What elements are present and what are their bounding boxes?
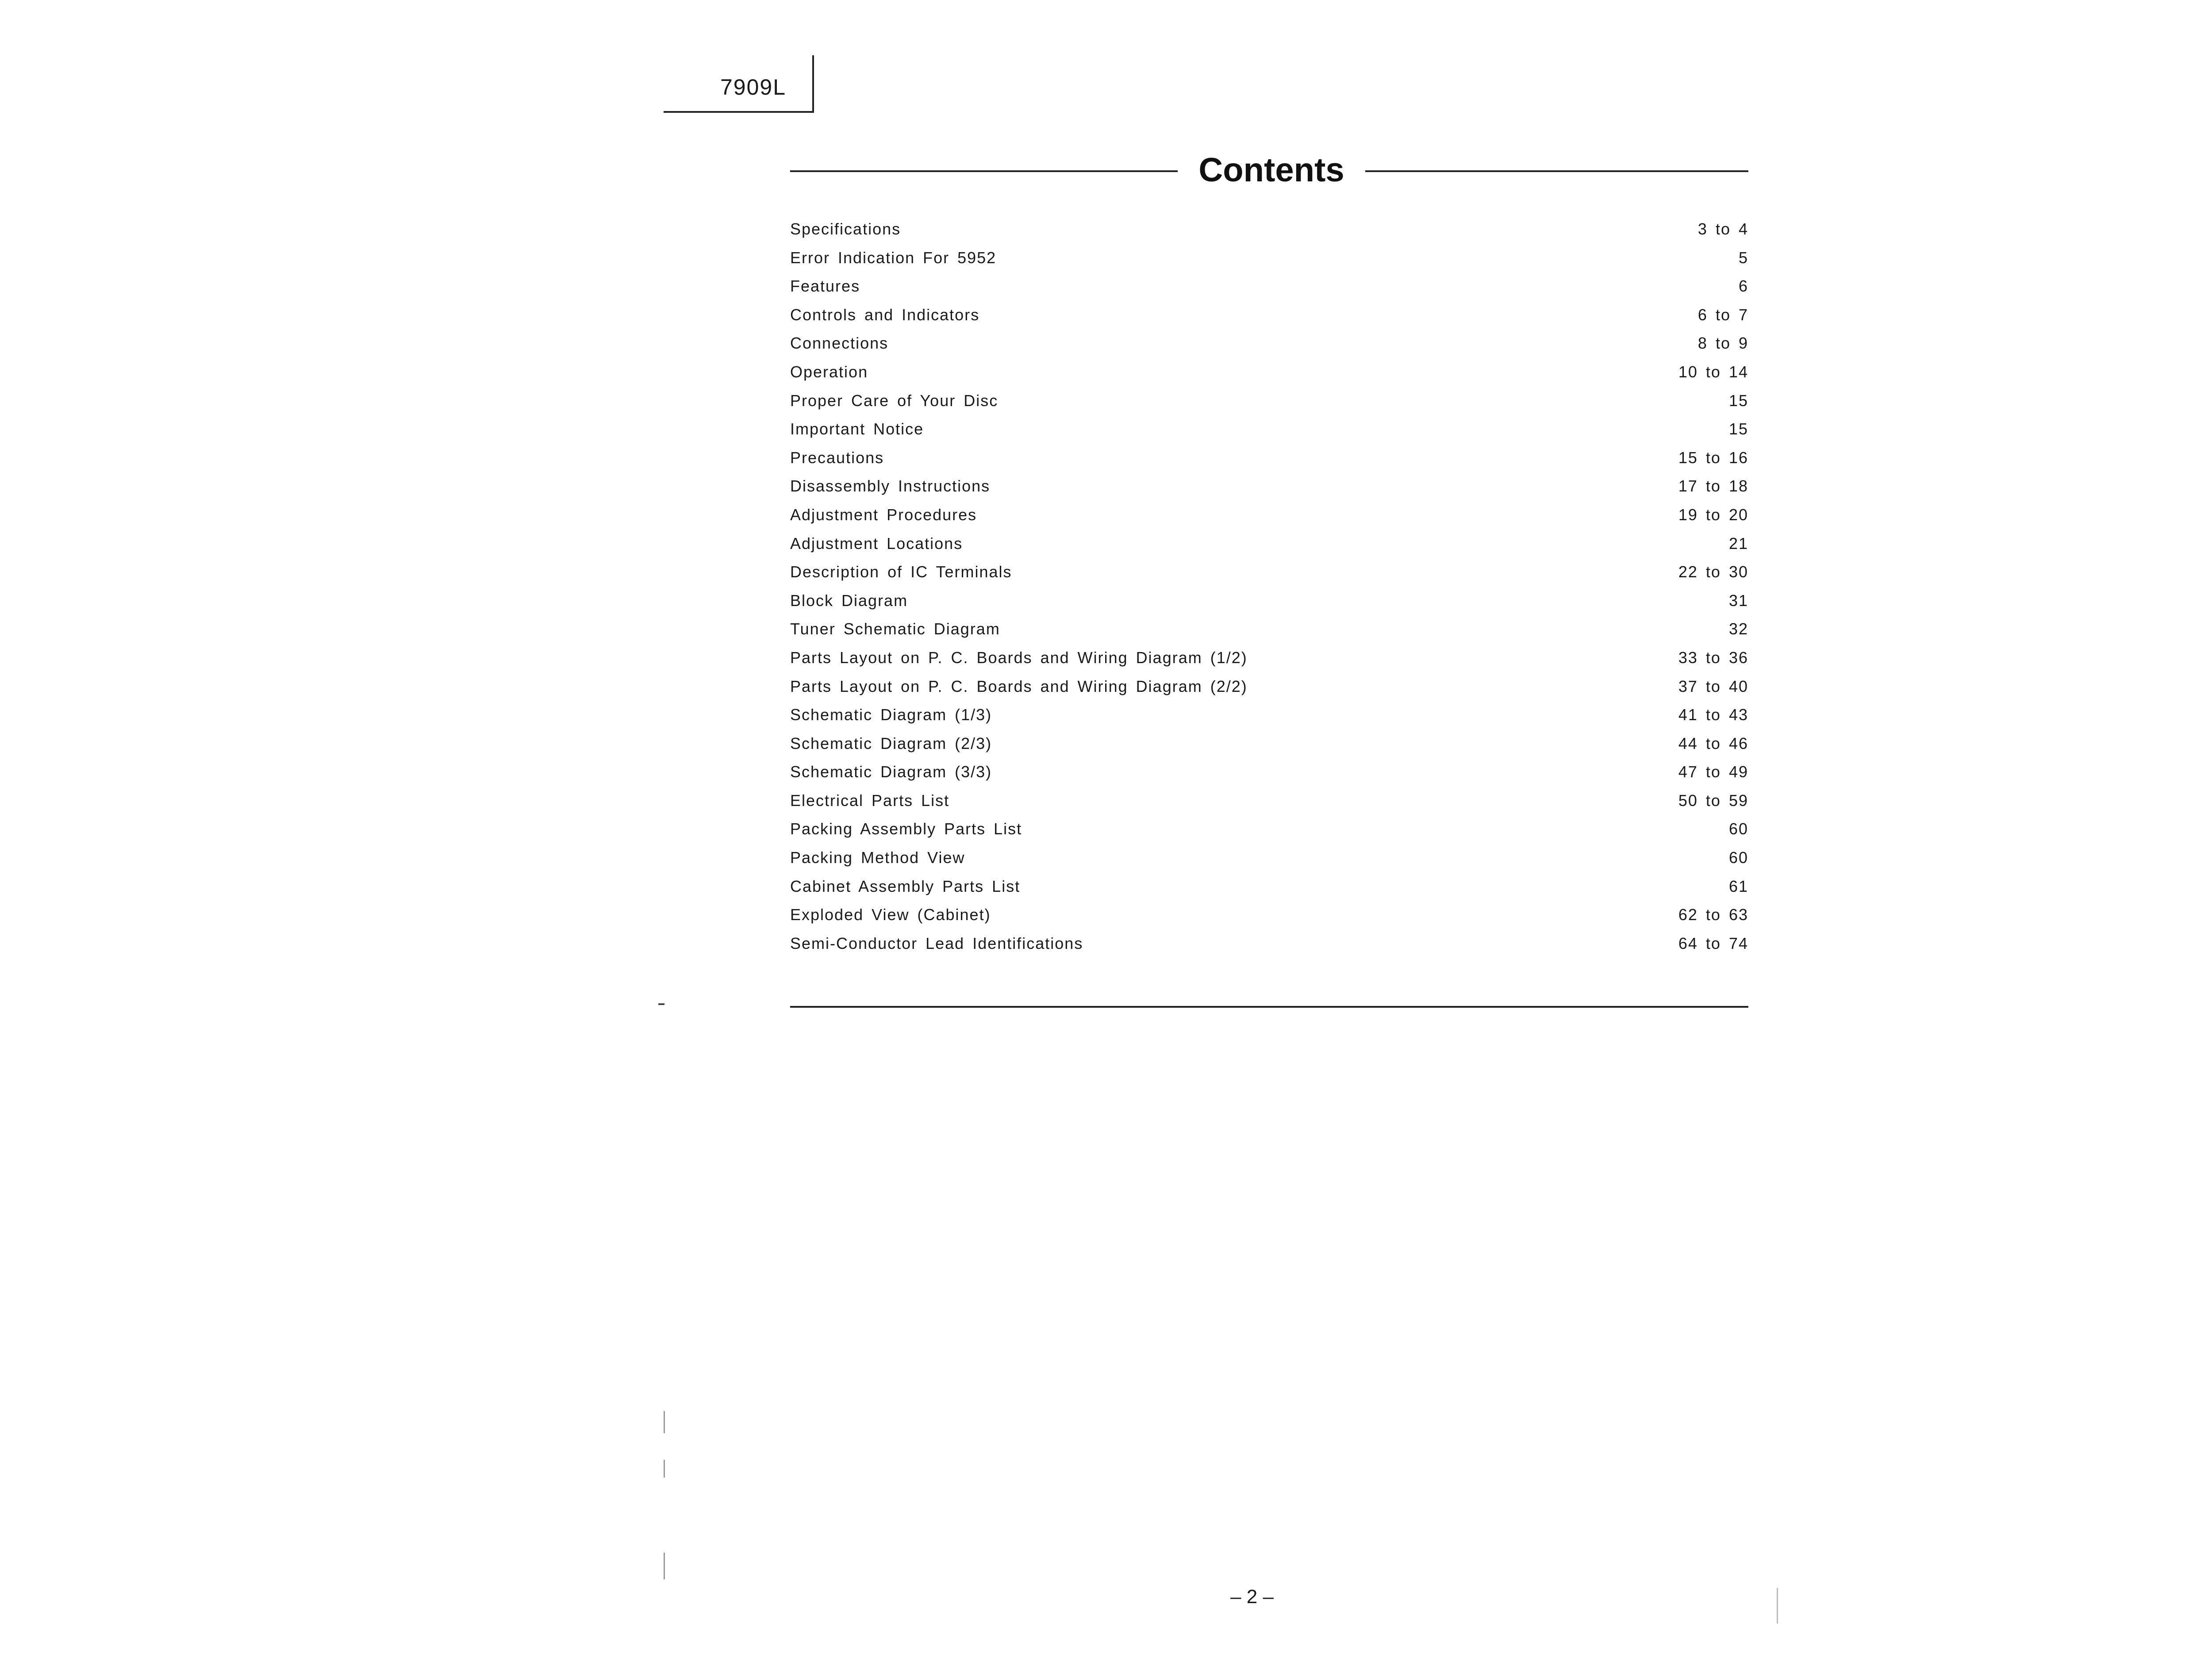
- dot-leader: [999, 760, 1675, 777]
- toc-entry: [790, 817, 1748, 845]
- dot-leader: [999, 731, 1675, 749]
- binding-marks: [664, 1411, 667, 1597]
- toc-entry-label: Adjustment Locations: [790, 534, 963, 553]
- toc-entry: [790, 674, 1748, 703]
- page-number: – 2 –: [1230, 1586, 1274, 1608]
- toc-entry: [790, 845, 1748, 874]
- toc-entry-label: Semi-Conductor Lead Identifications: [790, 934, 1083, 952]
- header-rule-left: [790, 170, 1178, 172]
- toc-entry: [790, 874, 1748, 903]
- toc-entry: [790, 902, 1748, 931]
- toc-entry-label: Schematic Diagram (1/3): [790, 706, 992, 724]
- dot-leader: [1090, 931, 1675, 949]
- dot-leader: [1029, 817, 1725, 834]
- dot-leader: [1255, 645, 1675, 663]
- toc-entry: [790, 303, 1748, 331]
- toc-entry: [790, 388, 1748, 417]
- dot-leader: [956, 788, 1675, 806]
- toc-entry-pages: 32: [1728, 620, 1748, 638]
- toc-entry-label: Schematic Diagram (2/3): [790, 734, 992, 752]
- toc-entry-label: Parts Layout on P. C. Boards and Wiring Diagram (1/2): [790, 648, 1248, 667]
- page-title: Contents: [1198, 151, 1344, 189]
- toc-entry-label: Proper Care of Your Disc: [790, 391, 998, 410]
- toc-entry-label: Exploded View (Cabinet): [790, 906, 991, 924]
- dot-leader: [998, 902, 1675, 920]
- dot-leader: [1027, 874, 1725, 892]
- toc-entry-label: Block Diagram: [790, 591, 908, 610]
- toc-entry-label: Adjustment Procedures: [790, 505, 977, 524]
- toc-entry: [790, 702, 1748, 731]
- toc-entry-pages: 47 to 49: [1678, 763, 1748, 781]
- dot-leader: [997, 474, 1675, 491]
- dot-leader: [895, 331, 1694, 349]
- dot-leader: [931, 417, 1725, 434]
- edge-mark: [1777, 1588, 1778, 1623]
- header-rule-right: [1365, 170, 1748, 172]
- dot-leader: [1003, 246, 1735, 263]
- dot-leader: [875, 360, 1675, 377]
- dot-leader: [915, 588, 1725, 606]
- dot-leader: [1255, 674, 1675, 692]
- table-of-contents: [790, 217, 1748, 959]
- toc-entry: [790, 503, 1748, 531]
- toc-entry-pages: 41 to 43: [1678, 706, 1748, 724]
- toc-entry-label: Features: [790, 277, 860, 296]
- toc-entry-pages: 64 to 74: [1678, 934, 1748, 952]
- toc-entry-pages: 44 to 46: [1678, 734, 1748, 752]
- toc-entry-pages: 8 to 9: [1697, 334, 1748, 353]
- toc-entry: [790, 417, 1748, 445]
- dot-leader: [1005, 388, 1725, 406]
- toc-entry-label: Electrical Parts List: [790, 791, 950, 810]
- toc-entry: [790, 617, 1748, 645]
- toc-entry-pages: 60: [1728, 848, 1748, 867]
- toc-entry: [790, 217, 1748, 246]
- toc-entry: [790, 274, 1748, 303]
- toc-entry-label: Controls and Indicators: [790, 305, 980, 324]
- toc-entry-label: Connections: [790, 334, 889, 353]
- toc-entry-pages: 15 to 16: [1678, 448, 1748, 467]
- toc-entry-label: Cabinet Assembly Parts List: [790, 877, 1021, 895]
- toc-entry-pages: 17 to 18: [1678, 477, 1748, 495]
- contents-header: [790, 146, 1748, 195]
- bottom-rule: [790, 1006, 1748, 1008]
- toc-entry-label: Packing Method View: [790, 848, 965, 867]
- dot-leader: [891, 445, 1675, 463]
- toc-entry: [790, 731, 1748, 760]
- toc-entry-pages: 22 to 30: [1678, 563, 1748, 581]
- toc-entry-pages: 50 to 59: [1678, 791, 1748, 810]
- dot-leader: [908, 217, 1694, 234]
- toc-entry: [790, 588, 1748, 617]
- toc-entry-label: Specifications: [790, 220, 901, 238]
- toc-entry-label: Disassembly Instructions: [790, 477, 991, 495]
- toc-entry-label: Important Notice: [790, 420, 924, 438]
- toc-entry-pages: 61: [1728, 877, 1748, 895]
- dot-leader: [987, 303, 1694, 320]
- toc-entry-pages: 5: [1738, 248, 1748, 267]
- toc-entry-pages: 21: [1728, 534, 1748, 553]
- toc-entry-pages: 33 to 36: [1678, 648, 1748, 667]
- dot-leader: [984, 503, 1675, 520]
- toc-entry: [790, 760, 1748, 788]
- toc-entry-label: Operation: [790, 362, 868, 381]
- toc-entry-label: Description of IC Terminals: [790, 563, 1012, 581]
- toc-entry-label: Parts Layout on P. C. Boards and Wiring Diagram (2/2): [790, 677, 1248, 695]
- toc-entry-pages: 31: [1728, 591, 1748, 610]
- dot-leader: [1007, 617, 1725, 634]
- toc-entry-label: Tuner Schematic Diagram: [790, 620, 1000, 638]
- toc-entry-label: Schematic Diagram (3/3): [790, 763, 992, 781]
- toc-entry: [790, 788, 1748, 817]
- toc-entry-pages: 37 to 40: [1678, 677, 1748, 695]
- toc-entry-pages: 60: [1728, 820, 1748, 838]
- toc-entry: [790, 931, 1748, 960]
- toc-entry-label: Precautions: [790, 448, 884, 467]
- dot-leader: [867, 274, 1735, 292]
- dot-leader: [1019, 560, 1675, 577]
- toc-entry: [790, 474, 1748, 503]
- toc-entry-pages: 15: [1728, 391, 1748, 410]
- toc-entry-label: Packing Assembly Parts List: [790, 820, 1022, 838]
- toc-entry-pages: 19 to 20: [1678, 505, 1748, 524]
- toc-entry: [790, 246, 1748, 274]
- model-number: 7909L: [720, 75, 787, 100]
- toc-entry-pages: 10 to 14: [1678, 362, 1748, 381]
- toc-entry-pages: 15: [1728, 420, 1748, 438]
- toc-entry-pages: 6: [1738, 277, 1748, 296]
- toc-entry: [790, 645, 1748, 674]
- toc-entry-pages: 3 to 4: [1697, 220, 1748, 238]
- margin-mark: [658, 1003, 664, 1005]
- toc-entry: [790, 531, 1748, 560]
- toc-entry-pages: 6 to 7: [1697, 305, 1748, 324]
- dot-leader: [970, 531, 1725, 549]
- toc-entry-pages: 62 to 63: [1678, 906, 1748, 924]
- toc-entry: [790, 360, 1748, 388]
- toc-entry: [790, 445, 1748, 474]
- toc-entry-label: Error Indication For 5952: [790, 248, 997, 267]
- toc-entry: [790, 560, 1748, 588]
- toc-entry: [790, 331, 1748, 360]
- dot-leader: [999, 702, 1675, 720]
- dot-leader: [972, 845, 1725, 863]
